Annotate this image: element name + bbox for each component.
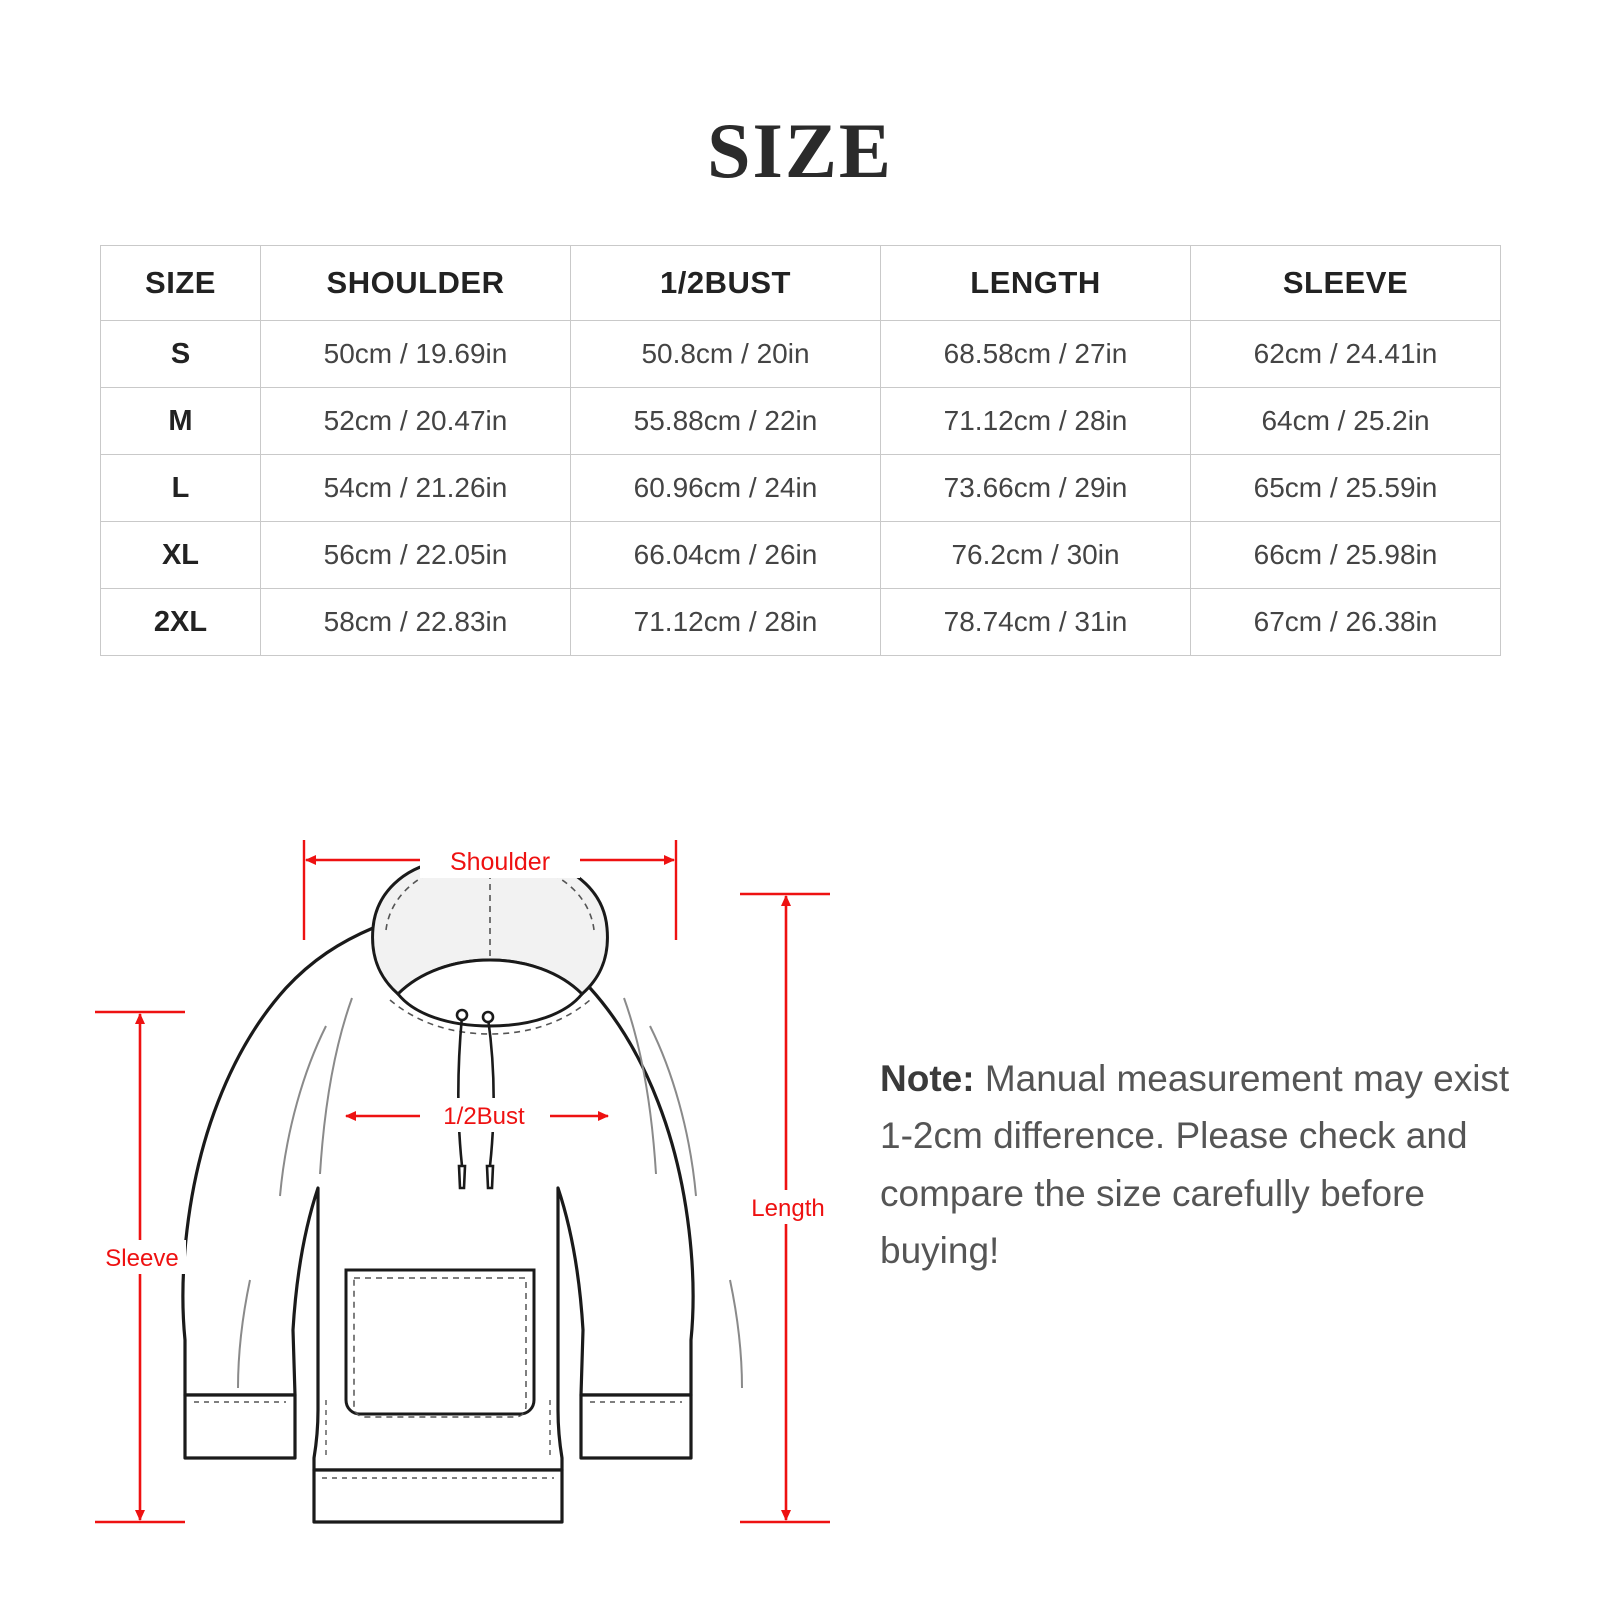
size-table [100,245,1501,656]
length-measure-line [740,894,834,1522]
table-row [101,321,1501,388]
length-label: Length [751,1195,825,1222]
cell-bust: 71.12cm / 28in [571,589,881,656]
cell-shoulder: 52cm / 20.47in [261,388,571,455]
cell-shoulder: 50cm / 19.69in [261,321,571,388]
measurement-diagram [0,800,1600,1600]
column-header-bust: 1/2BUST [571,246,881,321]
cell-length: 78.74cm / 31in [881,589,1191,656]
cell-bust: 50.8cm / 20in [571,321,881,388]
cell-size: XL [101,522,261,589]
cell-size: L [101,455,261,522]
column-header-shoulder: SHOULDER [261,246,571,321]
column-header-sleeve: SLEEVE [1191,246,1501,321]
cell-bust: 55.88cm / 22in [571,388,881,455]
table-header-row [101,246,1501,321]
shoulder-label: Shoulder [449,848,551,876]
column-header-size: SIZE [101,246,261,321]
cell-sleeve: 62cm / 24.41in [1191,321,1501,388]
table-row [101,589,1501,656]
cell-sleeve: 65cm / 25.59in [1191,455,1501,522]
cell-size: 2XL [101,589,261,656]
table-row [101,455,1501,522]
cell-sleeve: 66cm / 25.98in [1191,522,1501,589]
cell-length: 73.66cm / 29in [881,455,1191,522]
table-row [101,388,1501,455]
note-label: Note: [880,1058,975,1099]
note-text: Manual measurement may exist 1-2cm difference. Please check and compare the size carefully before buying! [880,1058,1510,1272]
column-header-length: LENGTH [881,246,1191,321]
hoodie-illustration [90,810,890,1600]
cell-bust: 66.04cm / 26in [571,522,881,589]
sleeve-measure-line [95,1012,186,1522]
sleeve-label: Sleeve [105,1245,179,1272]
table-row [101,522,1501,589]
cell-shoulder: 58cm / 22.83in [261,589,571,656]
cell-length: 68.58cm / 27in [881,321,1191,388]
cell-sleeve: 64cm / 25.2in [1191,388,1501,455]
cell-shoulder: 54cm / 21.26in [261,455,571,522]
left-cuff [185,1395,295,1458]
size-table-wrapper [100,190,1500,656]
cell-shoulder: 56cm / 22.05in [261,522,571,589]
page-title: SIZE [707,107,893,194]
bust-label: 1/2Bust [443,1103,525,1130]
cell-length: 76.2cm / 30in [881,522,1191,589]
cell-size: S [101,321,261,388]
cell-length: 71.12cm / 28in [881,388,1191,455]
cell-size: M [101,388,261,455]
right-cuff [581,1395,691,1458]
note-block [880,1050,1520,1279]
cell-sleeve: 67cm / 26.38in [1191,589,1501,656]
cell-bust: 60.96cm / 24in [571,455,881,522]
